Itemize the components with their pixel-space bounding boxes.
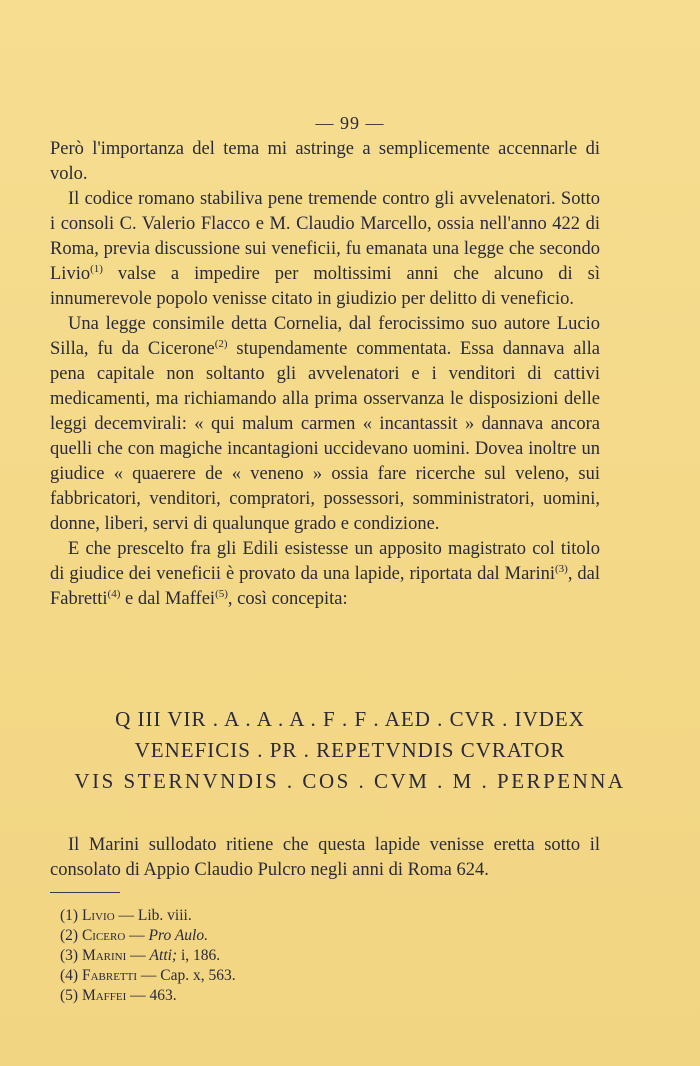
- footnote-ref-2: (2): [214, 338, 228, 350]
- footnote-4: (4) Fabretti — Cap. x, 563.: [60, 967, 236, 984]
- closing-text: [50, 833, 600, 883]
- footnotes: [60, 906, 510, 1006]
- inscription-line: VIS STERNVNDIS . COS . CVM . M . PERPENNA: [74, 769, 626, 793]
- paragraph-4: E che prescelto fra gli Edili esistesse un apposito magistrato col titolo di giudice dei veneficii è provato da una lapide, riportata dal Marini$^{(3)}$, dal Fabretti$^{(4)}$ e dal Maffei$^{(5)}$, così concepita:: [50, 539, 600, 609]
- latin-inscription: [50, 704, 650, 797]
- footnote-ref-5: (5): [215, 588, 228, 600]
- page-number: — 99 —: [315, 113, 385, 133]
- footnote-divider: [50, 892, 120, 893]
- paragraph-1: Però l'importanza del tema mi astringe a semplicemente accennarle di volo.: [50, 139, 600, 184]
- footnote-ref-3: (3): [554, 563, 568, 575]
- footnote-ref-4: (4): [107, 588, 121, 600]
- inscription-line: VENEFICIS . PR . REPETVNDIS CVRATOR: [134, 738, 566, 762]
- paragraph-3: Una legge consimile detta Cornelia, dal ferocissimo suo autore Lucio Silla, fu da Cicerone$^{(2)}$ stupendamente commentata. Essa dannava alla pena capitale non soltanto gli avvelenatori e i venditori di cattivi medicamenti, ma richiamando alla prima osservanza le disposizioni delle leggi decemvirali: « qui malum carmen « incantassit » dannava ancora quelli che con magiche incantagioni uccidevano uomini. Dovea inoltre un giudice « quaerere de « veneno » ossia fare ricerche sul veleno, sui fabbricatori, venditori, compratori, possessori, somministratori, uomini, donne, liberi, servi di qualunque grado e condizione.: [50, 314, 600, 534]
- main-text: [50, 137, 600, 612]
- paragraph-2: Il codice romano stabiliva pene tremende contro gli avvelenatori. Sotto i consoli C. Valerio Flacco e M. Claudio Marcello, ossia nell'anno 422 di Roma, previa discussione sui veneficii, fu emanata una legge che secondo Livio$^{(1)}$ valse a impedire per moltissimi anni che alcuno di sì innumerevole popolo venisse citato in giudizio per delitto di veneficio.: [50, 189, 600, 309]
- footnote-5: (5) Maffei — 463.: [60, 987, 177, 1004]
- footnote-1: (1) Livio — Lib. viii.: [60, 907, 192, 924]
- paragraph-5: Il Marini sullodato ritiene che questa lapide venisse eretta sotto il consolato di Appio Claudio Pulcro negli anni di Roma 624.: [50, 835, 600, 880]
- footnote-2: (2) Cicero — Pro Aulo.: [60, 927, 208, 944]
- footnote-3: (3) Marini — Atti; i, 186.: [60, 947, 221, 964]
- footnote-ref-1: (1): [90, 263, 103, 275]
- inscription-line: Q III VIR . A . A . A . F . F . AED . CVR . IVDEX: [115, 707, 585, 731]
